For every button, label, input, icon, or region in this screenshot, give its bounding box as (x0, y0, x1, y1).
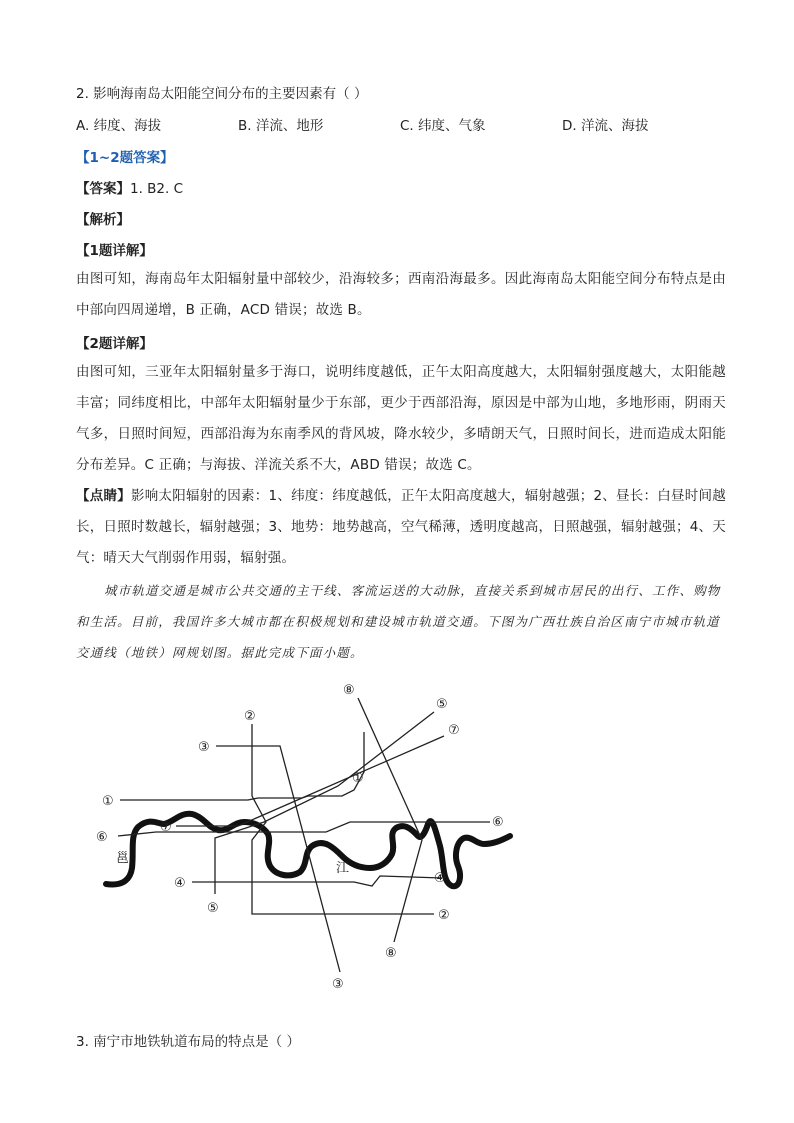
label-line-7-left: ⑦ (160, 820, 172, 835)
metro-line-5 (215, 712, 434, 894)
label-line-3-left: ③ (198, 740, 210, 755)
river-char-jiang: 江 (336, 861, 350, 876)
analysis-header: 【解析】 (76, 212, 130, 228)
answer-text: 1. B2. C (130, 181, 184, 197)
question-2-stem: 2. 影响海南岛太阳能空间分布的主要因素有（ ） (76, 86, 368, 102)
tip-text: 影响太阳辐射的因素：1、纬度：纬度越低，正午太阳高度越大，辐射越强；2、昼长：白昼时间越长，日照时数越长，辐射越强；3、地势：地势越高，空气稀薄，透明度越高，日照越强，辐射越强；4、天气：晴天大气削弱作用弱，辐射强。 (76, 488, 726, 566)
option-b: B. 洋流、地形 (238, 118, 324, 134)
tip-label: 【点睛】 (76, 488, 131, 504)
metro-line-3 (216, 746, 340, 972)
q2-detail-label: 【2题详解】 (76, 336, 153, 352)
metro-line-7 (176, 736, 444, 826)
label-line-8-top: ⑧ (343, 683, 355, 698)
label-line-7-right: ⑦ (448, 723, 460, 738)
q1-detail-label: 【1题详解】 (76, 243, 153, 259)
label-line-1-right: ① (352, 771, 364, 786)
label-line-2-top: ② (244, 709, 256, 724)
label-line-3-bottom: ③ (332, 977, 344, 992)
option-c: C. 纬度、气象 (400, 118, 486, 134)
question-3-stem: 3. 南宁市地铁轨道布局的特点是（ ） (76, 1034, 300, 1050)
q2-detail-text: 由图可知，三亚年太阳辐射量多于海口，说明纬度越低，正午太阳高度越大，太阳辐射强度越大，太阳能越丰富；同纬度相比，中部年太阳辐射量少于东部，更少于西部沿海，原因是中部为山地，多地形雨，阴雨天气多，日照时间短，西部沿海为东南季风的背风坡，降水较少，多晴朗天气，日照时间长，进而造成太阳能分布差异。C 正确；与海拔、洋流关系不大，ABD 错误；故选 C。 (76, 364, 726, 473)
label-line-5-right: ⑤ (436, 697, 448, 712)
label-line-2-right: ② (438, 908, 450, 923)
q1-detail-text: 由图可知，海南岛年太阳辐射量中部较少，沿海较多；西南沿海最多。因此海南岛太阳能空间分布特点是由中部向四周递增，B 正确，ACD 错误；故选 B。 (76, 271, 726, 318)
option-a: A. 纬度、海拔 (76, 118, 162, 134)
label-line-5-bottom: ⑤ (207, 901, 219, 916)
label-line-4-right: ④ (434, 871, 446, 886)
label-line-6-left: ⑥ (96, 830, 108, 845)
metro-line-1 (120, 732, 364, 800)
label-line-8-bottom: ⑧ (385, 946, 397, 961)
answer-label: 【答案】 (76, 181, 130, 197)
label-line-6-right: ⑥ (492, 815, 504, 830)
label-line-1-left: ① (102, 794, 114, 809)
option-d: D. 洋流、海拔 (562, 118, 649, 134)
passage-text: 城市轨道交通是城市公共交通的主干线、客流运送的大动脉，直接关系到城市居民的出行、工作、购物和生活。目前，我国许多大城市都在积极规划和建设城市轨道交通。下图为广西壮族自治区南宁市城市轨道交通线（地铁）网规划图。据此完成下面小题。 (76, 583, 721, 660)
metro-line-8 (358, 698, 422, 942)
river-char-yong: 邕 (116, 851, 130, 866)
label-line-4-left: ④ (174, 876, 186, 891)
tip-paragraph (76, 481, 726, 574)
nanning-metro-map (96, 672, 516, 1002)
answer-line (76, 177, 183, 197)
answer-header: 【1~2题答案】 (76, 150, 174, 166)
